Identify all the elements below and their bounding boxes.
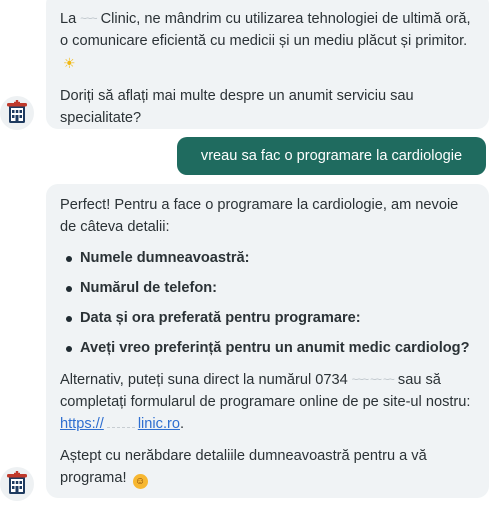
text-span: sau să completați formularul de programare online de pe site-ul nostru: <box>60 372 471 410</box>
bot-avatar <box>0 467 34 501</box>
redacted-domain <box>107 420 135 428</box>
user-message: vreau sa fac o programare la cardiologie <box>177 137 486 175</box>
bot-message-1 <box>46 0 489 129</box>
website-link[interactable] <box>60 416 180 432</box>
text-span: . <box>179 416 185 432</box>
text-span: La <box>60 11 81 27</box>
redacted-clinic-name: ~~~ <box>80 13 97 25</box>
link-text[interactable]: linic.ro <box>137 416 180 432</box>
link-text[interactable]: https:// <box>60 416 104 432</box>
list-item: Data și ora preferată pentru programare: <box>60 308 477 329</box>
bot-avatar <box>0 96 34 130</box>
bot-message-question: Doriți să aflați mai multe despre un anumit serviciu sau specialitate? <box>60 88 414 126</box>
redacted-phone: ~~~ ~~ ~~ <box>351 374 394 386</box>
closing-text <box>60 445 477 489</box>
bot-message-2 <box>46 184 489 498</box>
smiley-emoji-icon: ☺ <box>133 474 148 489</box>
bot-intro-text: Perfect! Pentru a face o programare la cardiologie, am nevoie de câteva detalii: <box>60 197 459 235</box>
hospital-building-icon <box>0 96 34 130</box>
list-item: Aveți vreo preferință pentru un anumit medic cardiolog? <box>60 338 477 359</box>
sun-emoji-icon: ☀ <box>63 55 76 71</box>
text-span: Alternativ, puteți suna direct la numărul 0734 <box>60 372 352 388</box>
bot-message-paragraph <box>60 8 477 75</box>
hospital-building-icon <box>0 467 34 501</box>
list-item: Numele dumneavoastră: <box>60 248 477 269</box>
text-span: Clinic, ne mândrim cu utilizarea tehnologiei de ultimă oră, o comunicare eficientă cu medicii și un mediu plăcut și primitor. <box>60 11 471 49</box>
requirements-list <box>60 248 477 359</box>
list-item: Numărul de telefon: <box>60 278 477 299</box>
alternative-contact-text <box>60 369 477 435</box>
text-span: Aștept cu nerăbdare detaliile dumneavoastră pentru a vă programa! <box>60 448 427 486</box>
